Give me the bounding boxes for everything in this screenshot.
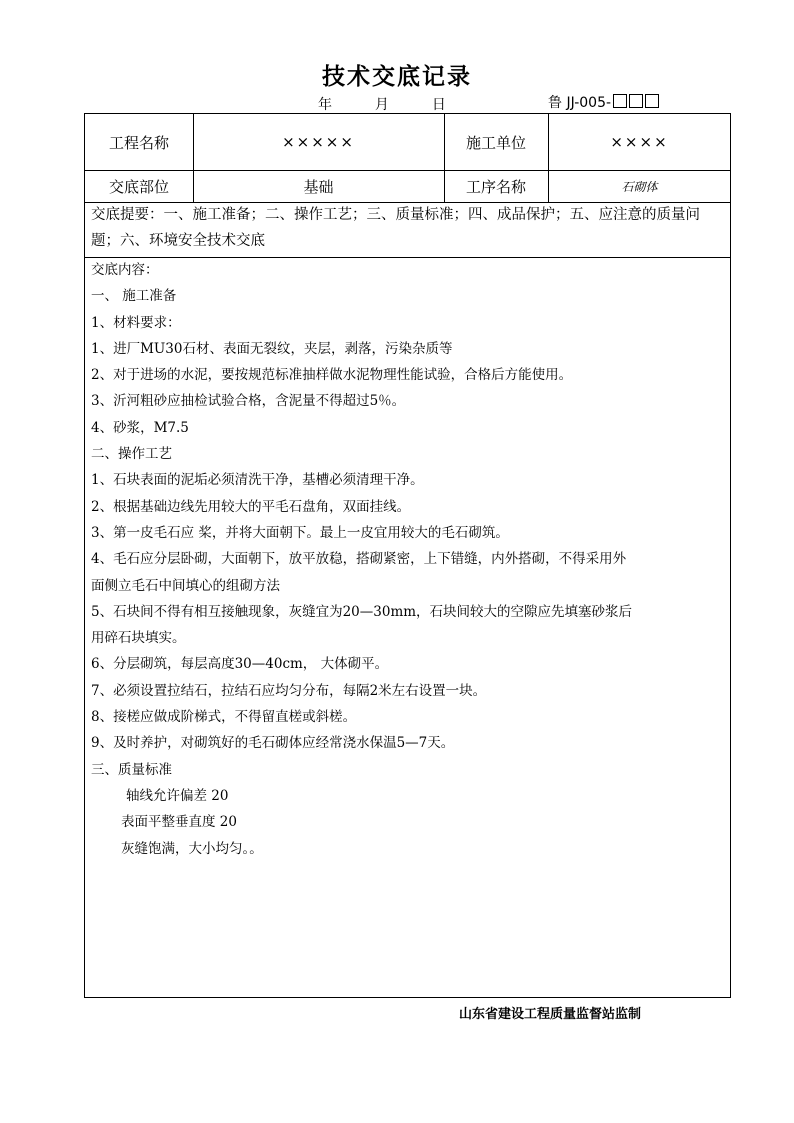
content-line: 交底内容： xyxy=(91,262,159,278)
date-month: 月 xyxy=(374,97,389,113)
content-line: 7、必须设置拉结石，拉结石应均匀分布，每隔2米左右设置一块。 xyxy=(91,682,487,699)
content-line: 灰缝饱满，大小均匀。。 xyxy=(121,840,263,857)
content-line: 3、第一皮毛石应 桨，并将大面朝下。最上一皮宜用较大的毛石砌筑。 xyxy=(91,524,509,541)
content-line: 用碎石块填实。 xyxy=(91,630,186,647)
content-line: 2、根据基础边线先用较大的平毛石盘角，双面挂线。 xyxy=(91,498,411,515)
content-line: 1、材料要求： xyxy=(91,314,181,331)
content-line: 3、沂河粗砂应抽检试验合格，含泥量不得超过5％。 xyxy=(91,393,406,410)
construction-unit-value: ×××× xyxy=(610,133,669,151)
process-name-value: 石砌体 xyxy=(621,179,658,194)
record-table xyxy=(84,113,731,998)
content-line: 4、毛石应分层卧砌，大面朝下，放平放稳，搭砌紧密，上下错缝，内外搭砌，不得采用外 xyxy=(91,551,627,568)
document-title: 技术交底记录 xyxy=(322,63,472,90)
date-line xyxy=(318,94,446,114)
content-line: 三、质量标准 xyxy=(91,761,172,778)
code-prefix: 鲁 JJ-005- xyxy=(548,95,612,111)
handover-content xyxy=(91,257,727,862)
handover-summary: 交底提要：一、施工准备；二、操作工艺；三、质量标准；四、成品保护；五、应注意的质量问题；六、环境安全技术交底 xyxy=(91,207,700,249)
content-line: 2、对于进场的水泥，要按规范标准抽样做水泥物理性能试验，合格后方能使用。 xyxy=(91,367,573,384)
code-box xyxy=(645,94,659,108)
document-code xyxy=(548,92,659,112)
code-box xyxy=(613,94,627,108)
construction-unit-label: 施工单位 xyxy=(465,133,526,152)
content-line: 轴线允许偏差 20 xyxy=(126,787,229,804)
content-line: 一、 施工准备 xyxy=(91,288,177,305)
handover-part-value: 基础 xyxy=(303,177,334,196)
content-line: 1、石块表面的泥垢必须清洗干净，基槽必须清理干净。 xyxy=(91,472,424,489)
date-year: 年 xyxy=(318,97,332,113)
handover-part-label: 交底部位 xyxy=(108,177,169,196)
content-line: 面侧立毛石中间填心的组砌方法 xyxy=(91,577,280,594)
content-line: 4、砂浆，M7.5 xyxy=(91,419,189,436)
content-line: 表面平整垂直度 20 xyxy=(121,814,237,831)
content-line: 8、接槎应做成阶梯式，不得留直槎或斜槎。 xyxy=(91,709,357,726)
footer-supervisor: 山东省建设工程质量监督站监制 xyxy=(459,1007,642,1022)
process-name-label: 工序名称 xyxy=(465,177,526,196)
content-line: 9、及时养护，对砌筑好的毛石砌体应经常浇水保温5—7天。 xyxy=(91,735,455,752)
content-line: 6、分层砌筑，每层高度30—40cm， 大体砌平。 xyxy=(91,656,389,673)
project-name-value: ××××× xyxy=(282,133,355,151)
project-name-label: 工程名称 xyxy=(108,133,169,152)
content-line: 二、操作工艺 xyxy=(91,446,172,463)
date-day: 日 xyxy=(431,97,446,113)
content-line: 1、进厂MU30石材、表面无裂纹，夹层，剥落，污染杂质等 xyxy=(91,340,453,357)
code-box xyxy=(629,94,643,108)
content-line: 5、石块间不得有相互接触现象，灰缝宜为20—30mm，石块间较大的空隙应先填塞砂浆后 xyxy=(91,603,633,620)
